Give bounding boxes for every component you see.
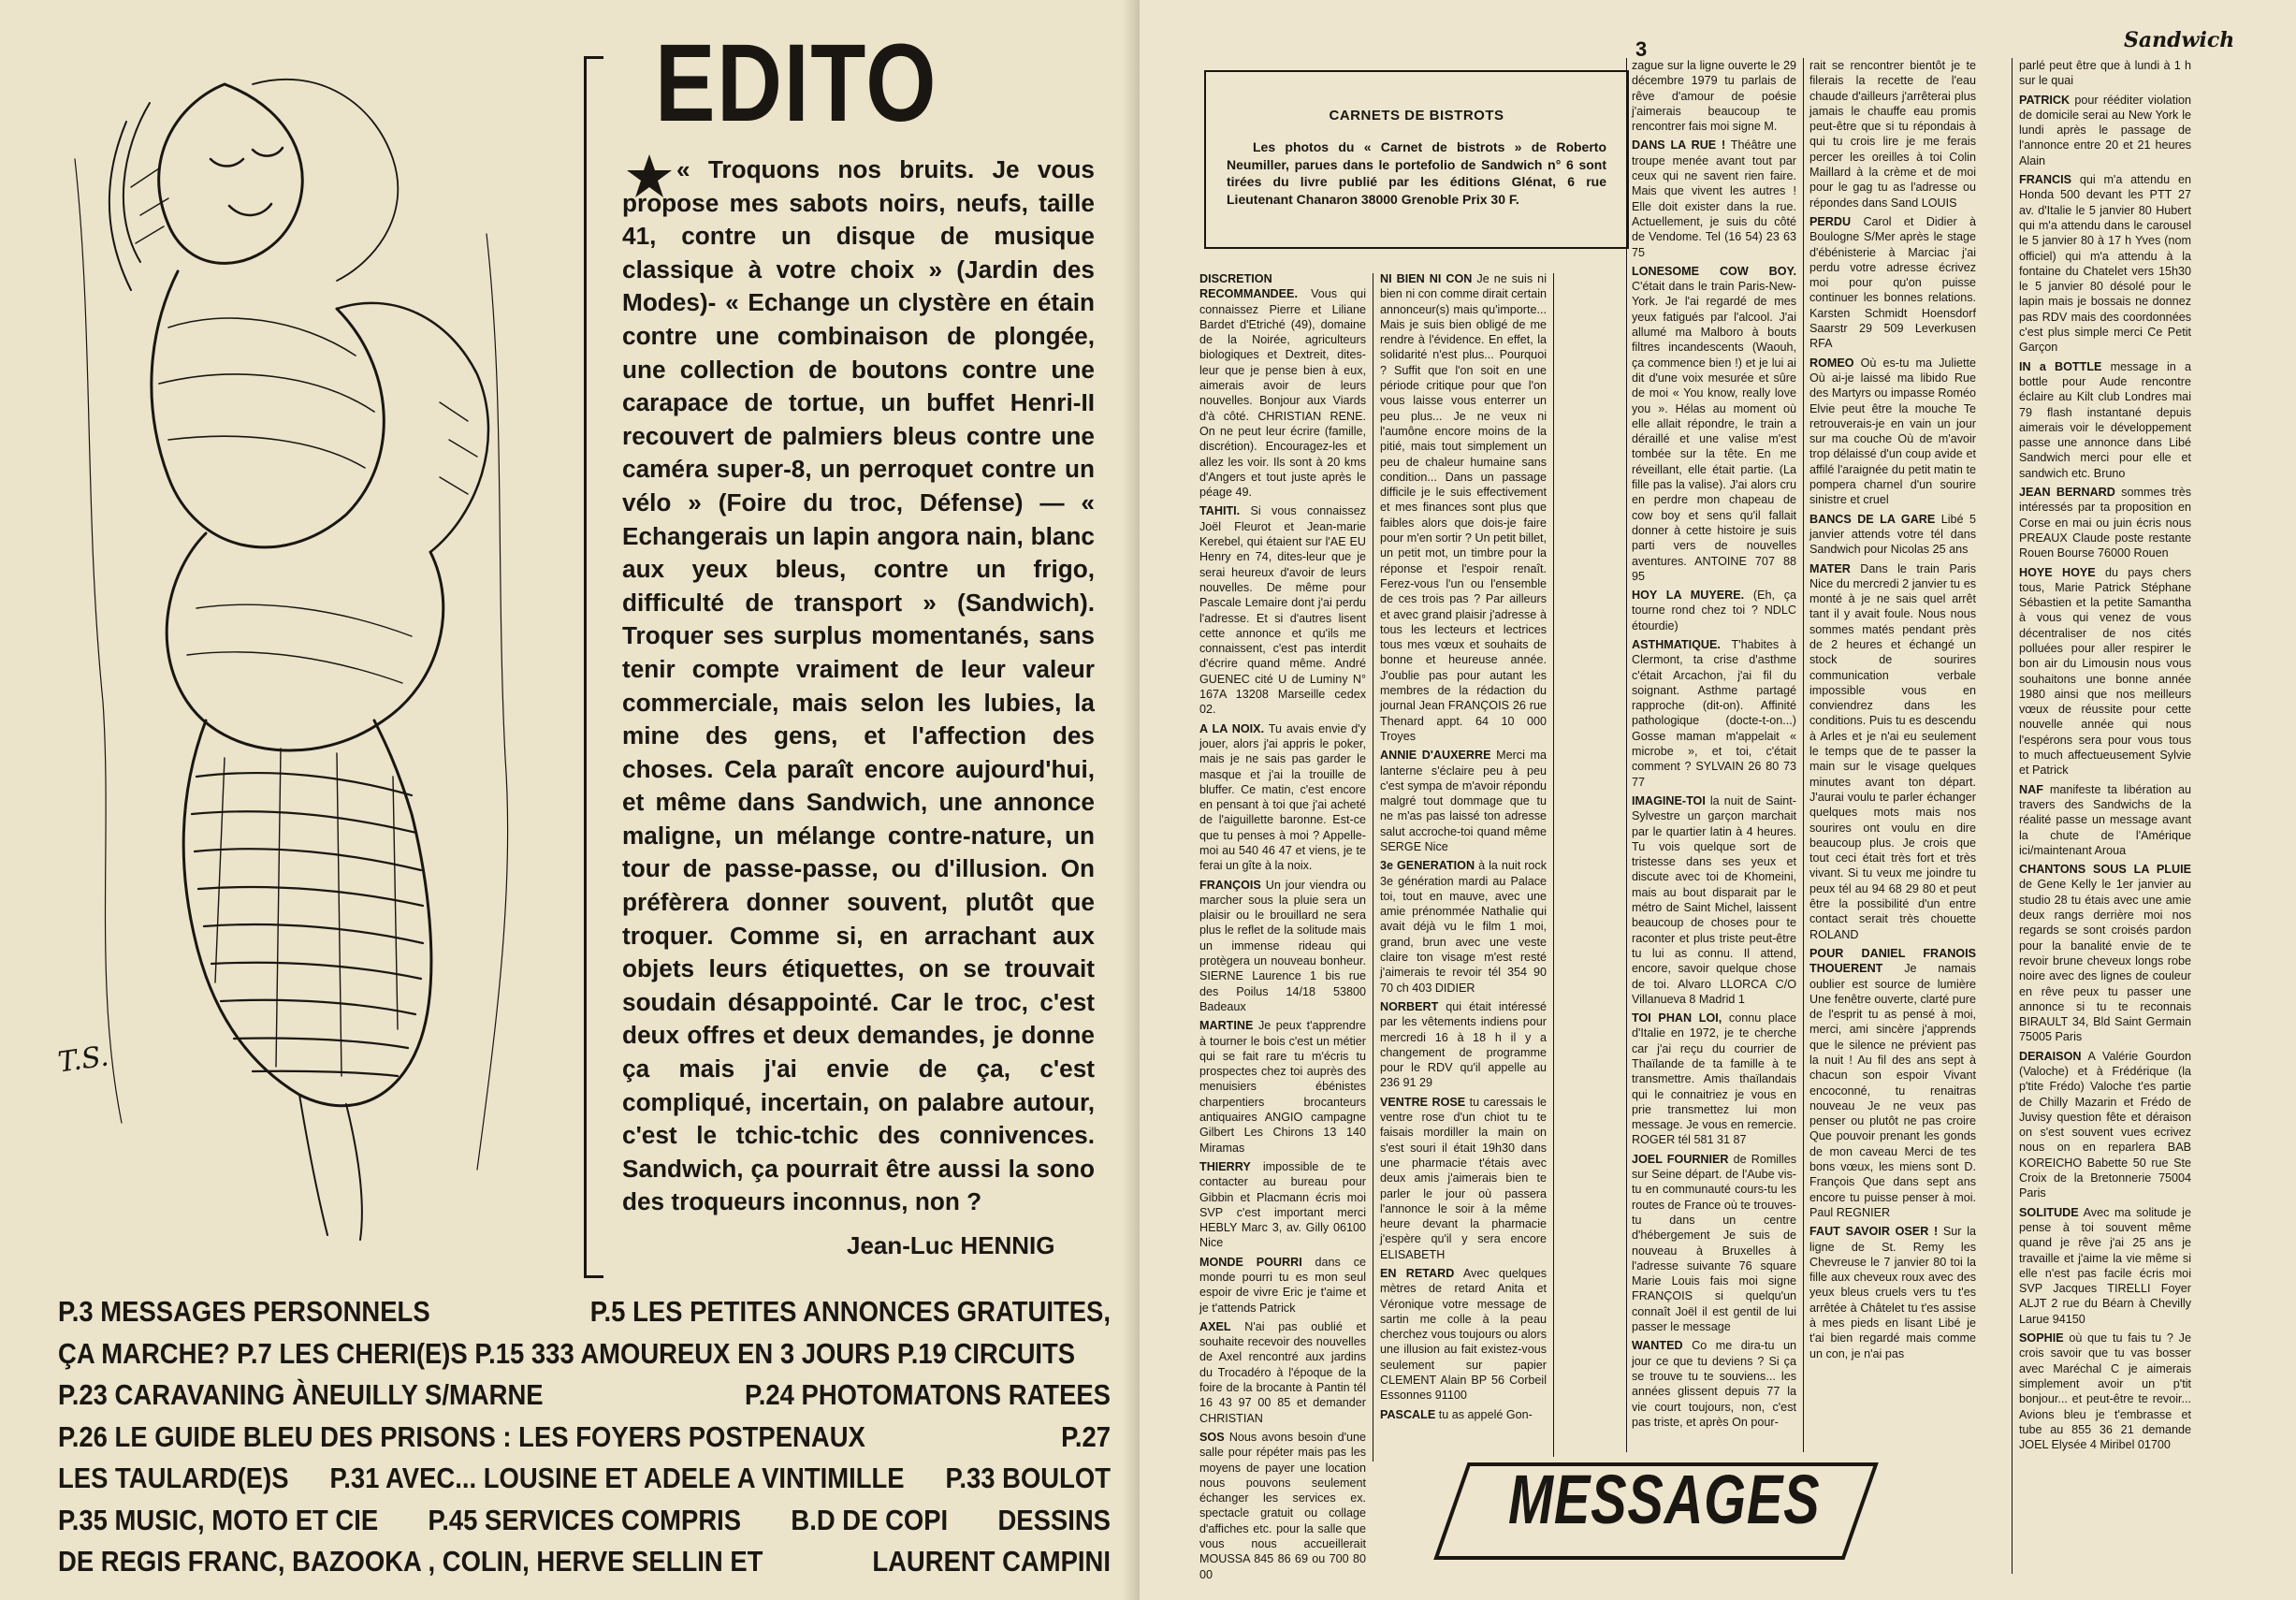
message-text: Co me dira-tu un jour ce que tu deviens ? Si ça se trouve tu te souviens... les années glissent depuis 77 la vie court toujours, non, c'est pas triste, et après On pour- [1632,1339,1796,1429]
message-heading: ANNIE D'AUXERRE [1380,749,1491,763]
sandwich-logo: Sandwich [2124,28,2235,52]
classified-message [2019,782,2191,858]
message-text: Avec quelques mètres de retard Anita et Véronique votre message de sartin me colle à la peau cherchez vous toujours ou alors une illusion au fait existez-vous seulement sur papier CLEMENT Alain BP 56 Corbeil Essonnes 91100 [1380,1267,1548,1403]
message-heading: FRANCIS [2019,173,2071,187]
message-heading: MARTINE [1199,1019,1254,1033]
classified-message [1199,1319,1366,1426]
message-text: Nous avons besoin d'une salle pour répéter mais pas les moyens de payer une location nous pouvons seulement échanger les services ex. spectacle gratuit ou collage d'affiches etc. pour la salle que vous nous accueillerait MOUSSA 845 86 69 ou 700 80 00 [1199,1430,1366,1581]
classified-message [2019,93,2191,168]
message-text: Carol et Didier à Boulogne S/Mer après le stage d'ébénisterie à Marciac j'ai perdu votre adresse écrivez moi pour qu'on puisse continuer les bonnes relations. Karsten Schmidt Hoensdorf Saarstr 29 509 Leverkusen RFA [1809,214,1976,351]
message-heading: PATRICK [2019,93,2071,107]
message-text: Un jour viendra ou marcher sous la pluie sera un plaisir ou le brouillard ne sera plus le reflet de la solitude mais un immense rideau qui protègera un nouveau bonheur. SIERNE Laurence 1 bis rue des Poilus 14/18 53800 Badeaux [1199,878,1366,1013]
message-heading: SOLITUDE [2019,1205,2079,1219]
classified-message [1632,588,1796,633]
page-number: 3 [1635,37,1648,61]
message-column-3 [1632,58,1796,1443]
left-page [0,0,1140,1600]
classified-message [2019,862,2191,1045]
message-text: C'était dans le train Paris-New-York. Je l'ai regardé de mes yeux fatigués par l'alcool. J'ai allumé ma Malboro à bouts filtres incandescents (Waouh, ça commence bien !) et je lui ai dit d'une voix mesurée et sûre de moi « You know, really love you ». Hélas au moment où elle allait répondre, le train a déraillé et une valise m'est tombée sur la tête. En me réveillant, elle était partie. (La fille pas la valise). J'ai alors cru en perdre mon chapeau de cow boy et sens qu'il fallait donner à cette histoire je suis parti vers de nouvelles aventures. ANTOINE 707 88 95 [1632,280,1796,583]
message-text: (Eh, ça tourne rond chez toi ? NDLC étourdie) [1632,589,1797,633]
message-heading: THIERRY [1199,1159,1251,1173]
classified-message [1199,878,1366,1015]
message-heading: WANTED [1632,1339,1683,1353]
classified-message [1380,748,1547,854]
message-heading: SOPHIE [2019,1331,2064,1345]
classified-message [1809,946,1976,1220]
message-heading: ASTHMATIQUE. [1632,637,1721,651]
message-text: Tu avais envie d'y jouer, alors j'ai appris le poker, mais je ne sais pas garder le masque et j'ai la trouille de bluffer. Ce matin, c'est encore en pensant à toi que j'ai acheté de l'aiguillette baronne. Est-ce que tu penses à moi ? Appelle-moi au 540 46 47 et viens, je te ferai un gîte à la noix. [1199,721,1366,873]
message-text: de Romilles sur Seine départ. de l'Aube vis-tu en communauté cours-tu les routes de France où te trouves-tu dans un centre d'hébergement Je suis de nouveau à Bruxelles à l'adresse suivante 76 square Marie Louis fais moi signe FRANÇOIS si quelqu'un connaît Joël il est gentil de lui passer le message [1632,1152,1797,1334]
classified-message [2019,359,2191,481]
message-heading: PASCALE [1380,1407,1436,1421]
message-text: Libé 5 janvier attends votre tél dans Sandwich pour Nicolas 25 ans [1809,512,1976,557]
message-heading: EN RETARD [1380,1267,1455,1280]
message-heading: NAF [2019,782,2043,796]
message-heading: PERDU [1809,214,1852,228]
classified-message [1199,721,1366,874]
message-text: pour rééditer violation de domicile serai au New York le lundi après le passage de l'annonce entre 20 et 21 heures Alain [2019,93,2191,167]
toc-row [58,1417,1111,1459]
message-heading: ROMEO [1809,356,1854,370]
classified-message [1809,58,1976,211]
toc-item[interactable]: DESSINS [997,1504,1111,1536]
classified-message [2019,58,2191,89]
message-heading: 3e GENERATION [1380,859,1475,873]
toc-item[interactable]: P.45 SERVICES COMPRIS [428,1504,742,1536]
message-heading: HOYE HOYE [2019,565,2096,579]
classified-message [1199,1430,1366,1582]
message-heading: MATER [1809,561,1851,575]
toc-item[interactable]: B.D DE COPI [791,1504,949,1536]
message-heading: DANS LA RUE ! [1632,138,1726,153]
message-text: impossible de te contacter au bureau pour Gibbin et Placmann écris moi SVP c'est important merci HEBLY Marc 3, av. Gilly 06100 Nice [1199,1159,1366,1250]
classified-message [1809,561,1976,942]
message-text: qui était intéressé par les vêtements indiens pour mercredi 16 à 18 h il y a changement de programme pour le RDV qu'il appelle au 236 91 29 [1380,999,1547,1090]
message-column-2 [1380,271,1547,1450]
message-heading: POUR DANIEL FRANOIS THOUERENT [1809,946,1976,976]
classified-message [1632,58,1796,134]
toc-row [58,1375,1111,1417]
classified-message [1380,1095,1547,1262]
message-text: Je peux t'apprendre à tourner le bois c'est un métier qui se fait rare tu m'écris tu prospectes chez toi auprès des menuisiers ébénistes charpentiers brocanteurs antiquaires ANGIO campagne Gilbert Les Chirons 13 140 Miramas [1199,1019,1366,1155]
classified-message [1199,1159,1366,1251]
message-text: du pays chers tous, Marie Patrick Stéphane Sébastien et la petite Samantha à vous qui venez de vous décentraliser de nos cités polluées pour aller respirer le bon air du Limousin nous vous souhaitons une bonne année 1980 ainsi que nos meilleurs vœux de réussite pour cette nouvelle année qui nous l'espérons sera pour vous tous to much affectueusement Sylvie et Patrick [2019,565,2192,778]
column-rule [1553,273,1554,1457]
column-rule [1803,58,1804,1452]
message-heading: DISCRETION RECOMMANDEE. [1199,272,1298,301]
toc-item[interactable]: DE REGIS FRANC, BAZOOKA , COLIN, HERVE SELLIN ET [58,1546,763,1578]
message-text: qui m'a attendu en Honda 500 devant les PTT 27 av. d'Italie le 5 janvier 80 Hubert qui m'a attendu dans le carousel le 5 janvier 80 à 17 h Yves (nom officiel) qui m'a attendu à la fontaine du Chatelet vers 15h30 le 5 janvier 80 désolé pour le lapin mais je bossais ne donnez pas RDV mais des coordonnées c'est plus simple merci Ce Petit Garçon [2019,173,2192,355]
toc-item[interactable]: P.5 LES PETITES ANNONCES GRATUITES, [589,1296,1111,1328]
message-text: Merci ma lanterne s'éclaire peu à peu c'est sympa de m'avoir répondu malgré tout dommage que tu ne m'as pas laissé ton adresse salut accroche-toi quand même SERGE Nice [1380,749,1548,853]
classified-message [1809,512,1976,558]
message-text: A Valérie Gourdon (Valoche) et à Frédérique (la p'tite Frédo) Valoche t'es partie de Chilly Mazarin et Frédo de Juvisy question fête et déraison on s'est souvent vues ecrivez nous on en reparlera BAB KOREICHO Babette 50 rue Ste Croix de la Bretonnerie 75004 Paris [2019,1049,2191,1200]
message-text: Où es-tu ma Juliette Où ai-je laissé ma libido Rue des Martyrs ou impasse Roméo Elvie peut être la mouche Te retrouverais-je en vain un jour sur ma couche Où de m'avoir trop délaissé d'un coup avide et affilé l'araignée du petit matin te pompera charnel d'un sourire sinistre et cruel [1809,356,1976,507]
message-text: la nuit de Saint-Sylvestre un garçon marchait par le quartier latin à 4 heures. Tu vois quelque sort de tristesse dans ses yeux et discute avec toi de Khomeini, mais au bout disparait par le métro de Saint Michel, laissent beaucoup de choses pour te raconter et plus triste peut-être tu lui as connu. Il attend, encore, savoir quelque chose de toi. Alvaro LLORCA C/O Villanueva 8 Madrid 1 [1632,793,1797,1006]
message-text: Je ne suis ni bien ni con comme dirait certain annonceur(s) mais qu'importe... Mais je suis bien obligé de me rendre à l'évidence. En effet, la solidarité n'est plus... Pourquoi ? Suffit que l'on soit en une période critique pour que l'on vous laisse vous enterrer un peu plus... Je ne veux ni l'aumône encore moins de la pitié, mais tout simplement un peu de chaleur humaine sans condition... Dans un passage difficile je le suis effectivement et mes finances sont plus que faibles alors que dois-je faire pour m'en sortir ? Un petit billet, un petit mot, un timbre pour la réponse et l'espoir renaît. Ferez-vous l'un ou l'ensemble de ces trois pas ? Par ailleurs et avec grand plaisir j'adresse à tous les lecteurs et lectrices tous mes vœux et souhaits de bonne et heureuse année. J'oublie pas pour autant les membres de la rédaction du journal Jean FRANÇOIS 26 rue Thenard appt. 64 10 000 Troyes [1380,272,1547,743]
classified-message [1809,356,1976,508]
message-heading: VENTRE ROSE [1380,1095,1466,1109]
toc-row [58,1458,1111,1500]
message-heading: AXEL [1199,1319,1231,1333]
message-heading: MONDE POURRI [1199,1255,1302,1269]
classified-message [1632,138,1796,259]
message-heading: LONESOME COW BOY. [1632,264,1796,278]
message-text: à la nuit rock 3e génération mardi au Palace toi, tout en mauve, avec une amie prénommée Nathalie qui avait déjà vu le film 1 moi, grand, brun avec une veste claire ton visage m'est resté j'aimerais te revoir tél 354 90 70 ch 403 DIDIER [1380,859,1547,995]
message-text: T'habites à Clermont, ta crise d'asthme c'était Arcachon, j'ai fil du soignant. Asthme partagé rapproche (dit-on). Affinité pathologique (docte-t-on...) Gosse maman m'appelait « microbe », et toi, c'était comment ? SYLVAIN 26 80 73 77 [1632,637,1796,789]
classified-message [1632,264,1796,584]
message-heading: BANCS DE LA GARE [1809,512,1936,526]
toc-item[interactable]: LAURENT CAMPINI [872,1546,1111,1578]
toc-item[interactable]: P.26 LE GUIDE BLEU DES PRISONS : LES FOYERS POSTPENAUX [58,1420,865,1453]
message-heading: FAUT SAVOIR OSER ! [1809,1225,1939,1239]
message-heading: CHANTONS SOUS LA PLUIE [2019,863,2191,877]
classified-message [2019,172,2191,356]
classified-message [1199,271,1366,500]
message-text: Si vous connaissez Joël Fleurot et Jean-marie Kerebel, qui étaient sur l'AE EU Henry en 74, dites-leur que je serai heureux d'avoir de leurs nouvelles. De même pour Pascale Lemaire dont j'ai perdu l'adresse. Et si d'autres lisent cette annonce et qu'ils me connaissent, c'est pas interdit d'écrire quand même. André GUENEC cité U de Luminy N° 167A 13208 Marseille cedex 02. [1199,504,1367,717]
message-text: rait se rencontrer bientôt je te filerais la recette de l'eau chaude d'ailleurs j'arrêterai plus jamais le chauffe eau promis peut-être que si tu répondais à qui tu crois lire je me ferais percer les oreilles à toi Colin Maillard à la crème et de moi pour le gag tu as l'adresse ou répondes dans Sand LOUIS [1809,59,1976,210]
classified-message [1199,1018,1366,1156]
message-heading: TOI PHAN LOI, [1632,1011,1722,1025]
message-text: manifeste ta libération au travers des Sandwichs de la réalité passe un message avant la chute de l'Amérique ici/maintenant Aroua [2019,782,2192,857]
message-heading: TAHITI. [1199,504,1241,518]
message-heading: JOEL FOURNIER [1632,1152,1729,1166]
classified-message [1632,637,1796,790]
toc-item[interactable]: LES TAULARD(E)S [58,1462,289,1494]
message-heading: IMAGINE-TOI [1632,793,1706,807]
toc-row [58,1541,1111,1583]
toc-item[interactable]: ÇA MARCHE? P.7 LES CHERI(E)S P.15 333 AMOUREUX EN 3 JOURS P.19 CIRCUITS [58,1337,1076,1370]
message-text: tu caressais le ventre rose d'un chiot tu te faisais mordiller la main on s'est souri il était 19h30 dans une pharmacie t'étais avec deux amis j'aimerais bien te parler le jour où passera l'annonce le soir à la même heure devant la pharmacie j'espère qu'il y sera encore ELISABETH [1380,1095,1547,1261]
classified-message [2019,1331,2191,1452]
message-heading: HOY LA MUYERE. [1632,589,1745,603]
toc-row [58,1291,1111,1333]
message-heading: FRANÇOIS [1199,878,1261,892]
toc-item[interactable]: P.33 BOULOT [945,1462,1111,1494]
classified-message [1380,1266,1547,1404]
message-text: de Gene Kelly le 1er janvier au studio 28 tu étais avec une amie deux rangs derrière moi nos regards se sont croisés pardon pour la banalité envie de te revoir brune cheveux longs robe noire avec des lignes de couleur en rêve peux tu passer une annonce si tu te reconnais BIRAULT 34, Bld Saint Germain 75005 Paris [2019,878,2191,1044]
message-heading: SOS [1199,1430,1225,1444]
artist-signature: T.S. [55,1040,111,1080]
ink-drawing [37,47,561,1254]
classified-message [1199,503,1366,717]
message-column-1 [1199,271,1366,1581]
message-text: Théâtre une troupe menée avant tout par ceux qui ne savent rien faire. Mais que vivent les autres ! Elle doit exister dans la rue. Actuellement, je suis du côté de Vendome. Tel (16 54) 23 63 75 [1632,138,1796,259]
classified-message [1380,271,1547,744]
column-rule [1626,58,1627,1452]
message-text: dans ce monde pourri tu es mon seul espoir de vivre Eric je t'aime et je t'attends Patrick [1199,1255,1366,1315]
classified-message [1380,858,1547,996]
toc-item[interactable]: P.23 CARAVANING ÀNEUILLY S/MARNE [58,1379,544,1411]
edito-title: EDITO [655,22,938,145]
classified-message [1809,214,1976,352]
message-text: tu as appelé Gon- [1438,1407,1533,1421]
carnets-title: CARNETS DE BISTROTS [1329,108,1504,124]
carnets-box [1204,70,1629,249]
message-text: Avec ma solitude je pense à toi souvent même quand je rêve j'ai 25 ans je travaille et j'aime la vie même si elle n'est pas facile écris moi SVP Jacques TIRELLI Foyer ALJT 2 rue du Béarn à Chevilly Larue 94150 [2019,1205,2191,1326]
message-heading: A LA NOIX. [1199,721,1265,735]
message-column-4 [1809,58,1976,1443]
classified-message [1632,793,1796,1007]
classified-message [2019,1205,2191,1327]
message-heading: NORBERT [1380,999,1439,1013]
classified-message [1809,1224,1976,1361]
message-text: zague sur la ligne ouverte le 29 décembre 1979 tu parlais de rêve d'amour de poésie j'aimerais beaucoup te rencontrer fais moi signe M. [1632,59,1796,134]
message-heading: IN a BOTTLE [2019,359,2102,373]
classified-message [1632,1152,1796,1335]
toc-row [58,1333,1111,1375]
column-rule [2012,58,2013,1574]
message-heading: JEAN BERNARD [2019,486,2115,500]
edito-frame [584,56,603,1278]
message-text: Dans le train Paris Nice du mercredi 2 janvier tu es monté à je ne sais quel arrêt tant il y avait foule. Nous nous sommes matés pendant près de 2 heures et échangé un stock de sourires communication verbale impossible vous en conviendrez dans les conditions. Puis tu es descendu à Arles et je n'ai eu seulement le temps que de te passer la main sur le visage quelques minutes avant ton départ. J'aurai voulu te parler échanger quelques mots mais nos sourires ont voulu en dire beaucoup plus. Je crois que tout ceci était très fort et très vivant. Si tu veux me joindre tu peux tél au 94 68 29 80 et peut être la possibilité d'un entre contact serait très chouette ROLAND [1809,561,1977,941]
carnets-body: Les photos du « Carnet de bistrots » de Roberto Neumiller, parues dans le portefolio de Sandwich n° 6 sont tirées du livre publié par les éditions Glénat, 6 rue Lieutenant Chanaron 38000 Grenoble Prix 30 F. [1227,139,1606,207]
message-text: Vous qui connaissez Pierre et Liliane Bardet d'Etriché (49), domaine de la Noirée, agriculteurs biologiques et Dextreit, dites-leur que je pense bien à eux, aimerais avoir de leurs nouvelles. Bonjour aux Viards d'à côté. CHRISTIAN RENE. On ne peut leur écrire (famille, discrétion). Encouragez-les et allez les voir. Ils sont à 20 kms d'Angers et tout juste après le péage 49. [1199,287,1366,500]
ink-illustration [37,47,561,1254]
message-text: Je namais oublier est source de lumière Une fenêtre ouverte, clarté pure de l'esprit tu as pensé à moi, merci, ami sincère j'apprends que le silence ne prévient pas la nuit ! Au fil des ans sept à chacun son espoir Vivant encoconné, tu renaitras nouveau Je ne veux pas penser ou plutôt ne pas croire Que pouvoir prenant les gonds de mon caveau Merci de tes bons vœux, les miens sont D. François Que dans sept ans encore tu puisse penser à moi. Paul REGNIER [1809,962,1976,1219]
messages-title: MESSAGES [1508,1461,1821,1538]
toc-item[interactable]: P.24 PHOTOMATONS RATEES [744,1379,1111,1411]
classified-message [1380,1407,1547,1422]
message-text: Sur la ligne de St. Remy les Chevreuse le 7 janvier 80 toi la fille aux cheveux roux avec des yeux bleus cruels vers tu t'es arrêtée à Châtelet tu t'es assise à mes pieds en lisant Libé je t'ai bien regardé mais comme un con, je n'ai pas [1809,1225,1976,1360]
classified-message [1632,1338,1796,1430]
classified-message [1632,1011,1796,1148]
classified-message [2019,1049,2191,1201]
message-text: où que tu fais tu ? Je crois savoir que tu vas bosser avec Maréchal C je aimerais simplement avoir un p'tit bonjour... et peut-être te revoir... Avions bleu je t'embrasse et tube au 855 36 21 demande JOEL Elysée 4 Miribel 01700 [2019,1331,2191,1452]
message-text: connu place d'Italie en 1972, je te cherche car j'ai reçu du courrier de Thaïlande de ta famille à te transmettre. Amis thaïlandais qui le connaitriez je vous en prie transmettez lui mon message. Je vous en remercie. ROGER tél 581 31 87 [1632,1011,1797,1147]
toc-item[interactable]: P.35 MUSIC, MOTO ET CIE [58,1504,379,1536]
message-text: N'ai pas oublié et souhaite recevoir des nouvelles de Axel rencontré aux jardins du Trocadéro à l'époque de la foire de la brocante à Pantin tél 16 43 97 00 85 et demander CHRISTIAN [1199,1319,1366,1425]
message-text: parlé peut être que à lundi à 1 h sur le quai [2019,59,2191,88]
toc-item[interactable]: P.3 MESSAGES PERSONNELS [58,1296,430,1328]
table-of-contents [58,1291,1111,1583]
classified-message [2019,485,2191,560]
classified-message [1199,1255,1366,1316]
message-text: sommes très intéressés par ta proposition en Corse en mai ou juin écris nous PREAUX Claude poste restante Rouen Bourse 76000 Rouen [2019,486,2192,560]
edito-signature: Jean-Luc HENNIG [847,1231,1055,1259]
edito-body: « Troquons nos bruits. Je vous propose mes sabots noirs, neufs, taille 41, contre un disque de musique classique à votre choix » (Jardin des Modes)- « Echange un clystère en étain contre une combinaison de plongée, une collection de boutons contre une carapace de tortue, un buffet Henri-II recouvert de palmiers bleus contre une caméra super-8, un perroquet contre un vélo » (Foire du troc, Défense) — « Echangerais un lapin angora nain, blanc aux yeux bleus, contre un frigo, difficulté de transport » (Sandwich). Troquer ses surplus momentanés, sans tenir compte vraiment de leur valeur commerciale, mais selon les lubies, la mine des gens, et l'affection des choses. Cela paraît encore aujourd'hui, et même dans Sandwich, une annonce maligne, un mélange contre-nature, un tour de passe-passe, ou d'illusion. On préfèrera donner souvent, plutôt que troquer. Comme si, en arrachant aux objets leurs étiquettes, on se trouvait soudain désappointé. Car le troc, c'est deux offres et deux demandes, je donne ça mais j'ai envie de ça, c'est compliqué, incertain, on palabre autour, c'est le tchic-tchic des connivences. Sandwich, ça pourrait être aussi la sono des troqueurs inconnus, non ? [622,155,1095,1216]
toc-item[interactable]: P.27 [1061,1420,1111,1453]
toc-row [58,1500,1111,1542]
classified-message [1380,999,1547,1091]
message-heading: NI BIEN NI CON [1380,272,1473,285]
message-text: message in a bottle pour Aude rencontre éclaire au Kilt club Londres mai 79 flash instantané depuis aimerais voir le développement passe une annonce dans Libé Sandwich merci pour elle et sandwich etc. Bruno [2019,359,2192,480]
message-heading: DERAISON [2019,1049,2082,1063]
classified-message [2019,565,2191,778]
toc-item[interactable]: P.31 AVEC... LOUSINE ET ADELE A VINTIMILLE [329,1462,905,1494]
message-column-5 [2019,58,2191,1574]
